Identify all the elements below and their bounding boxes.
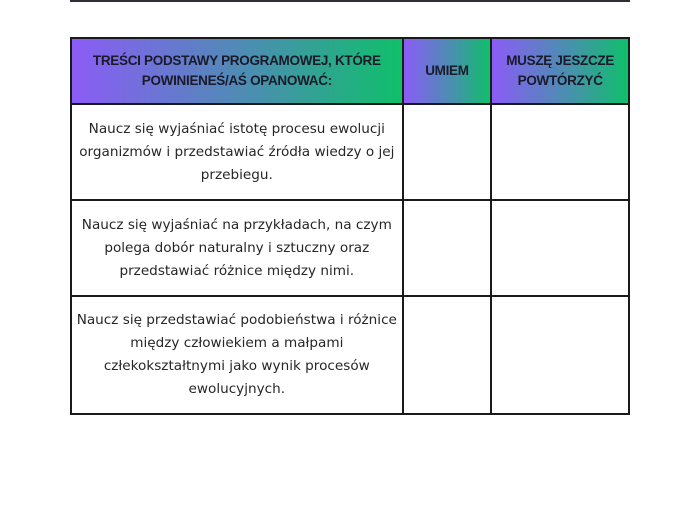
table-row xyxy=(71,296,629,414)
content-line: człekokształtnymi jako wynik procesów xyxy=(103,358,370,374)
content-line: Naucz się przedstawiać podobieństwa i różnice xyxy=(76,312,397,328)
repeat-checkbox-cell[interactable] xyxy=(491,104,629,200)
top-divider xyxy=(70,0,630,2)
header-know: UMIEM xyxy=(403,38,492,104)
header-repeat xyxy=(491,38,629,104)
repeat-checkbox-cell[interactable] xyxy=(491,296,629,414)
content-line: organizmów i przedstawiać źródła wiedzy o jej xyxy=(79,143,395,160)
content-line: przebiegu. xyxy=(200,166,273,183)
content-cell xyxy=(71,296,403,414)
content-line: Naucz się wyjaśniać na przykładach, na czym xyxy=(81,216,392,233)
content-line: polega dobór naturalny i sztuczny oraz xyxy=(104,239,370,256)
header-repeat-line: MUSZĘ JESZCZE xyxy=(506,53,615,68)
self-assessment-table xyxy=(70,37,630,415)
content-line: przedstawiać różnice między nimi. xyxy=(119,262,355,279)
header-content-line: TREŚCI PODSTAWY PROGRAMOWEJ, KTÓRE xyxy=(92,53,381,68)
know-checkbox-cell[interactable] xyxy=(403,104,492,200)
table-row xyxy=(71,200,629,296)
header-row xyxy=(71,38,629,104)
content-cell xyxy=(71,104,403,200)
header-repeat-line: POWTÓRZYĆ xyxy=(517,73,603,88)
know-checkbox-cell[interactable] xyxy=(403,200,492,296)
header-content-line: POWINIENEŚ/AŚ OPANOWAĆ: xyxy=(141,73,332,88)
content-line: Naucz się wyjaśniać istotę procesu ewolucji xyxy=(88,120,385,137)
repeat-checkbox-cell[interactable] xyxy=(491,200,629,296)
content-cell xyxy=(71,200,403,296)
content-line: ewolucyjnych. xyxy=(188,381,286,397)
content-line: między człowiekiem a małpami xyxy=(130,335,344,351)
header-content xyxy=(71,38,403,104)
table-row xyxy=(71,104,629,200)
know-checkbox-cell[interactable] xyxy=(403,296,492,414)
